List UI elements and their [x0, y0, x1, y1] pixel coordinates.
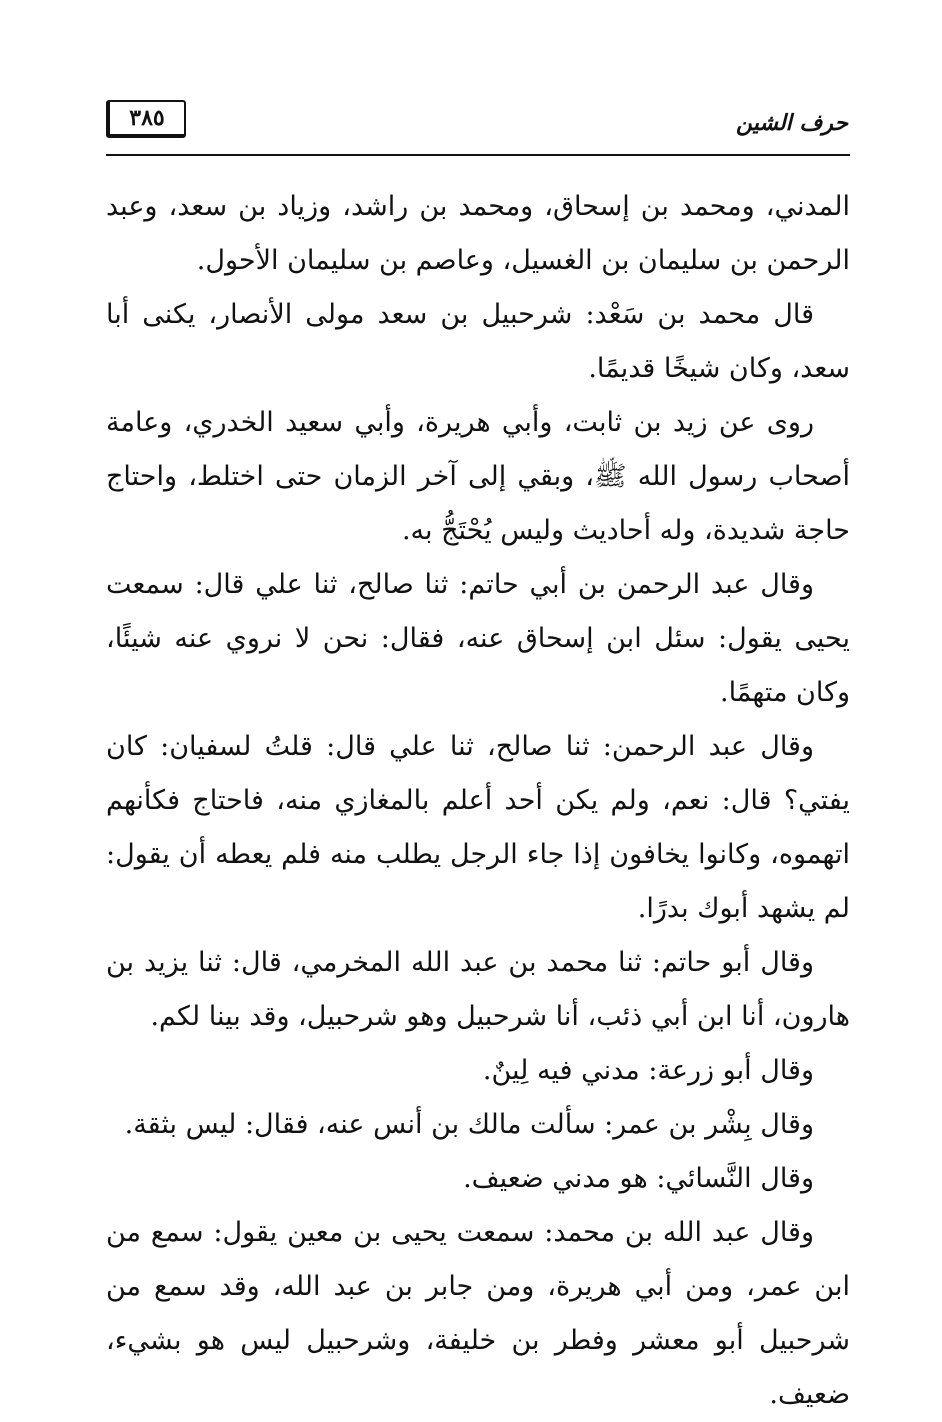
- paragraph: وقال عبد الله بن محمد: سمعت يحيى بن معين يقول: سمع من ابن عمر، ومن أبي هريرة، ومن جابر بن عبد الله، وقد سمع من شرحبيل أبو معشر وفطر بن خليفة، وشرحبيل ليس هو بشيء، ضعيف.: [106, 1217, 850, 1410]
- paragraph: وقال بِشْر بن عمر: سألت مالك بن أنس عنه، فقال: ليس بثقة.: [124, 1109, 814, 1140]
- paragraph: وقال عبد الرحمن: ثنا صالح، ثنا علي قال: قلتُ لسفيان: كان يفتي؟ قال: نعم، ولم يكن أحد أعلم بالمغازي منه، فاحتاج فكأنهم اتهموه، وكانوا يخافون إذا جاء الرجل يطلب منه فلم يعطه أن يقول: لم يشهد أبوك بدرًا.: [106, 731, 850, 924]
- paragraph: وقال أبو زرعة: مدني فيه لِينٌ.: [482, 1055, 814, 1086]
- paragraph: روى عن زيد بن ثابت، وأبي هريرة، وأبي سعيد الخدري، وعامة أصحاب رسول الله ﷺ، وبقي إلى آخر الزمان حتى اختلط، واحتاج حاجة شديدة، وله أحاديث وليس يُحْتَجُّ به.: [106, 407, 850, 546]
- paragraph: وقال أبو حاتم: ثنا محمد بن عبد الله المخرمي، قال: ثنا يزيد بن هارون، أنا ابن أبي ذئب، أنا شرحبيل وهو شرحبيل، وقد بينا لكم.: [106, 947, 850, 1032]
- paragraph: قال محمد بن سَعْد: شرحبيل بن سعد مولى الأنصار، يكنى أبا سعد، وكان شيخًا قديمًا.: [106, 299, 850, 384]
- page-number: ٣٨٥: [106, 100, 186, 138]
- paragraph: وقال عبد الرحمن بن أبي حاتم: ثنا صالح، ثنا علي قال: سمعت يحيى يقول: سئل ابن إسحاق عنه، فقال: نحن لا نروي عنه شيئًا، وكان متهمًا.: [106, 569, 850, 708]
- page-header: [106, 96, 850, 156]
- body-text: [106, 180, 850, 1422]
- running-title: حرف الشين: [735, 110, 848, 136]
- paragraph: وقال النَّسائي: هو مدني ضعيف.: [463, 1163, 814, 1194]
- paragraph: المدني، ومحمد بن إسحاق، ومحمد بن راشد، وزياد بن سعد، وعبد الرحمن بن سليمان بن الغسيل، وعاصم بن سليمان الأحول.: [106, 191, 850, 276]
